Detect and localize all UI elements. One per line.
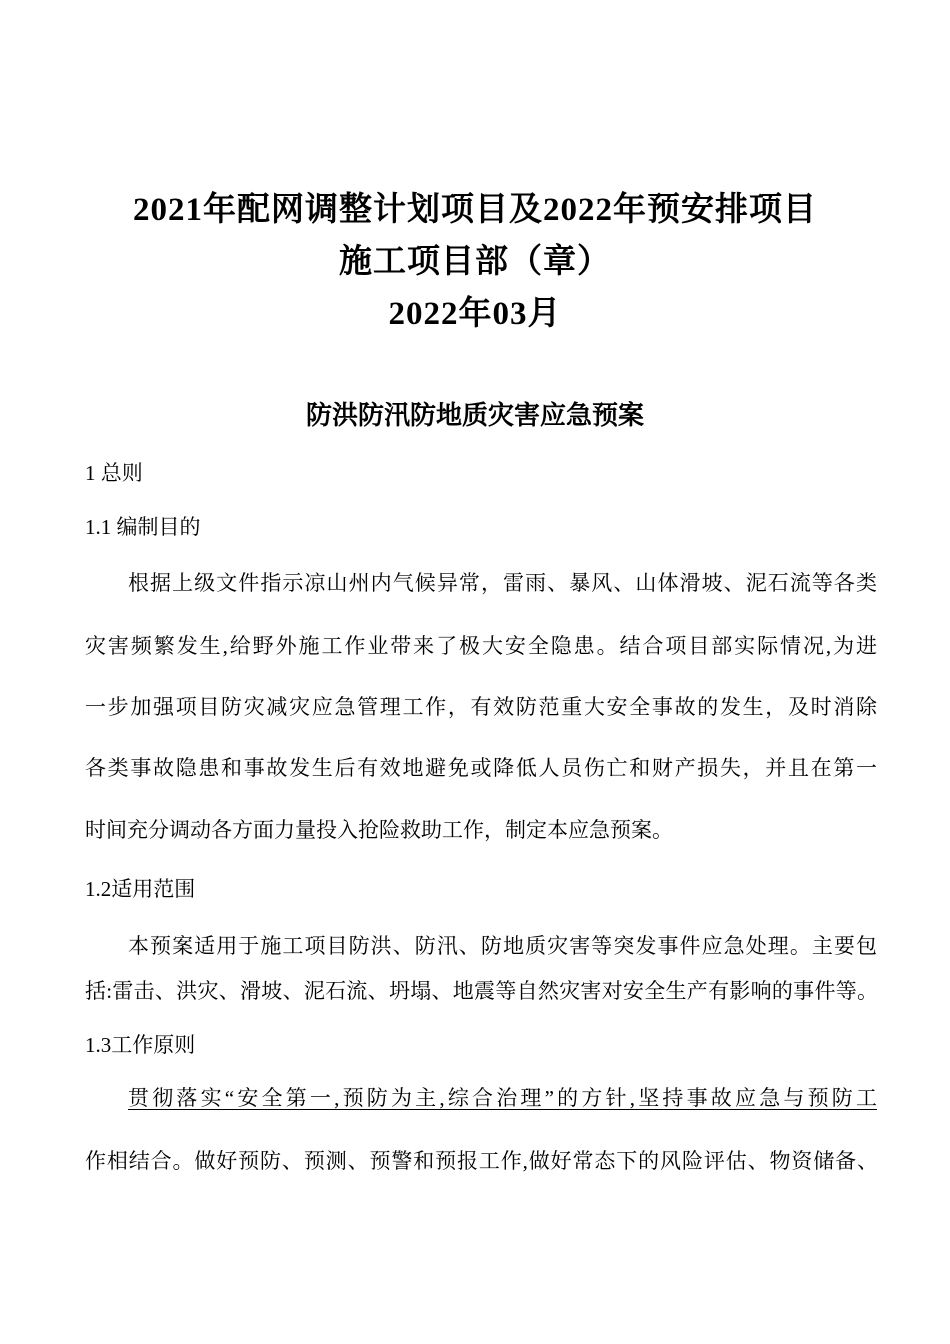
section-1-1-heading: 1.1 编制目的 xyxy=(85,515,201,539)
section-1-3-heading: 1.3工作原则 xyxy=(85,1033,196,1057)
paragraph-1-line-1: 根据上级文件指示凉山州内气候异常，雷雨、暴风、山体滑坡、泥石流等各类 xyxy=(128,571,877,595)
title-line-1: 2021年配网调整计划项目及2022年预安排项目 xyxy=(133,192,817,228)
title-line-3: 2022年03月 xyxy=(388,296,562,332)
chapter-heading: 防洪防汛防地质灾害应急预案 xyxy=(305,401,644,430)
paragraph-2-line-2: 括:雷击、洪灾、滑坡、泥石流、坍塌、地震等自然灾害对安全生产有影响的事件等。 xyxy=(85,979,877,1003)
paragraph-3-line-2: 作相结合。做好预防、预测、预警和预报工作,做好常态下的风险评估、物资储备、 xyxy=(85,1149,877,1173)
document-title-block xyxy=(0,184,950,340)
section-1-2-heading: 1.2适用范围 xyxy=(85,877,196,901)
paragraph-1-line-3: 一步加强项目防灾减灾应急管理工作，有效防范重大安全事故的发生，及时消除 xyxy=(85,695,877,719)
section-1-heading: 1 总则 xyxy=(85,461,143,485)
paragraph-1-line-4: 各类事故隐患和事故发生后有效地避免或降低人员伤亡和财产损失，并且在第一 xyxy=(85,756,877,780)
paragraph-1-line-5: 时间充分调动各方面力量投入抢险救助工作，制定本应急预案。 xyxy=(85,818,673,842)
paragraph-3-line-1: 贯彻落实“安全第一,预防为主,综合治理”的方针,坚持事故应急与预防工 xyxy=(128,1086,877,1110)
paragraph-2-line-1: 本预案适用于施工项目防洪、防汛、防地质灾害等突发事件应急处理。主要包 xyxy=(128,934,877,958)
paragraph-1-line-2: 灾害频繁发生,给野外施工作业带来了极大安全隐患。结合项目部实际情况,为进 xyxy=(85,634,877,658)
title-line-2: 施工项目部（章） xyxy=(339,244,611,280)
